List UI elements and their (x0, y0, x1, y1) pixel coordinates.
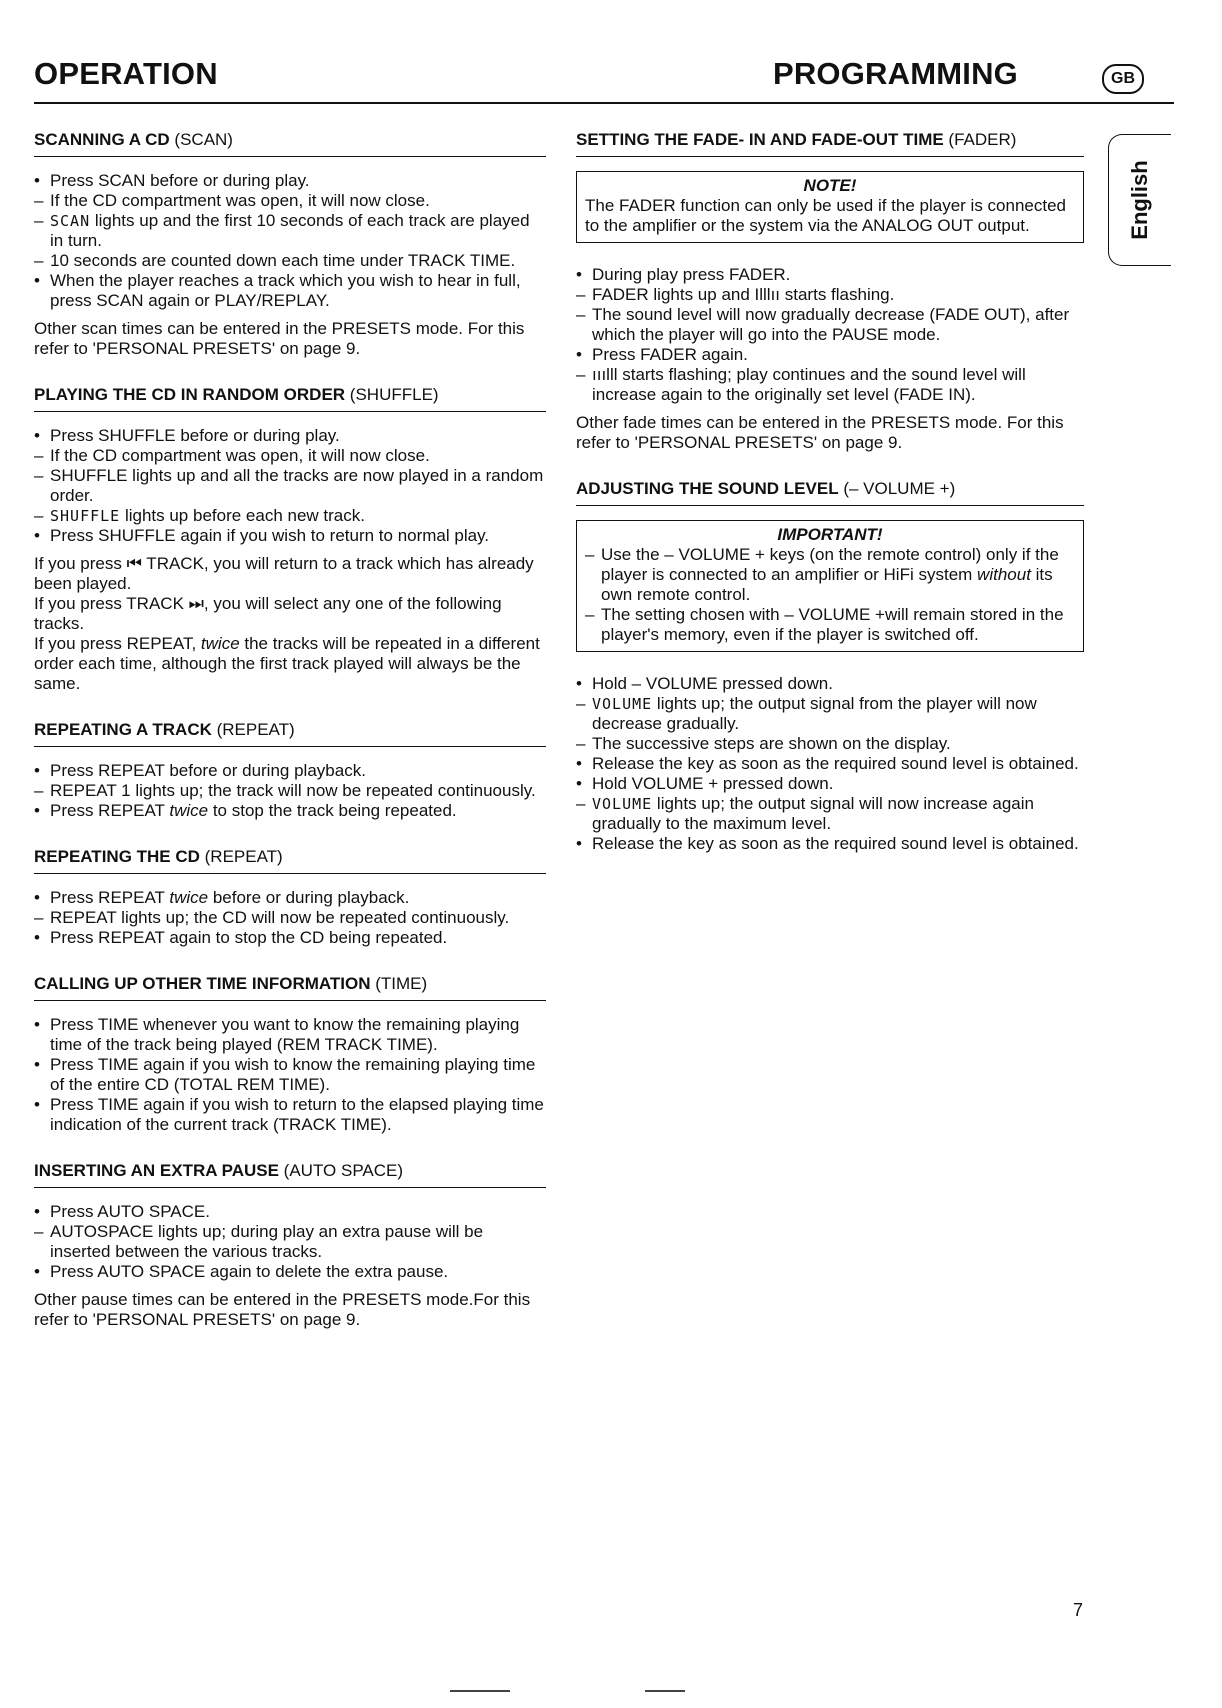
instruction-list (34, 1015, 546, 1135)
header-programming: PROGRAMMING (772, 56, 1018, 91)
section-scan (34, 130, 546, 359)
list-item: – VOLUME lights up; the output signal from the player will now decrease gradually. (576, 694, 1037, 733)
section-auto-space (34, 1161, 546, 1330)
instruction-list (576, 674, 1084, 854)
list-item: • Hold VOLUME + pressed down. (576, 774, 834, 793)
section-title: PLAYING THE CD IN RANDOM ORDER (SHUFFLE) (34, 385, 546, 412)
section-shuffle (34, 385, 546, 694)
list-item: • Press REPEAT again to stop the CD being repeated. (34, 928, 448, 947)
list-item: • Press REPEAT twice before or during playback. (34, 888, 410, 907)
list-item: – The sound level will now gradually decrease (FADE OUT), after which the player will go into the PAUSE mode. (576, 305, 1070, 344)
list-item: – AUTOSPACE lights up; during play an extra pause will be inserted between the various tracks. (34, 1222, 484, 1261)
header-rule (34, 102, 1174, 104)
list-item: – If the CD compartment was open, it will now close. (34, 446, 430, 465)
right-column (576, 130, 1084, 880)
section-fader (576, 130, 1084, 453)
list-item: • Press FADER again. (576, 345, 748, 364)
list-item: • Release the key as soon as the required sound level is obtained. (576, 754, 1079, 773)
list-item: • Press TIME again if you wish to return to the elapsed playing time indication of the current track (TRACK TIME). (34, 1095, 544, 1134)
list-item: • Press AUTO SPACE again to delete the extra pause. (34, 1262, 449, 1281)
lcd-text: SCAN (50, 212, 91, 230)
list-item: – The successive steps are shown on the display. (576, 734, 951, 753)
list-item: • Hold – VOLUME pressed down. (576, 674, 833, 693)
list-item: • Press SHUFFLE before or during play. (34, 426, 340, 445)
list-item: • Press TIME again if you wish to know the remaining playing time of the entire CD (TOTAL REM TIME). (34, 1055, 536, 1094)
list-item: – REPEAT lights up; the CD will now be repeated continuously. (34, 908, 510, 927)
list-item: – REPEAT 1 lights up; the track will now be repeated continuously. (34, 781, 536, 800)
list-item: • Press SCAN before or during play. (34, 171, 310, 190)
list-item: • During play press FADER. (576, 265, 791, 284)
list-item: – The setting chosen with – VOLUME +will remain stored in the player's memory, even if the player is switched off. (585, 605, 1064, 644)
section-title: REPEATING THE CD (REPEAT) (34, 847, 546, 874)
list-item: • Press AUTO SPACE. (34, 1202, 210, 1221)
list-item: – VOLUME lights up; the output signal will now increase again gradually to the maximum level. (576, 794, 1034, 833)
section-repeat-cd (34, 847, 546, 948)
gb-language-badge: GB (1102, 64, 1144, 94)
important-list (585, 545, 1075, 645)
section-title: CALLING UP OTHER TIME INFORMATION (TIME) (34, 974, 546, 1001)
list-item: • Press TIME whenever you want to know the remaining playing time of the track being played (REM TRACK TIME). (34, 1015, 520, 1054)
left-column (34, 130, 546, 1356)
section-title: ADJUSTING THE SOUND LEVEL (– VOLUME +) (576, 479, 1084, 506)
scan-artifact (645, 1690, 685, 1692)
paragraph: Other fade times can be entered in the PRESETS mode. For this refer to 'PERSONAL PRESETS' on page 9. (576, 413, 1064, 452)
page-number: 7 (1073, 1600, 1084, 1620)
note-box (576, 171, 1084, 243)
list-item: – SHUFFLE lights up and all the tracks are now played in a random order. (34, 466, 544, 505)
list-item: – ııılll starts flashing; play continues and the sound level will increase again to the originally set level (FADE IN). (576, 365, 1026, 404)
list-item: – SCAN lights up and the first 10 seconds of each track are played in turn. (34, 211, 530, 250)
instruction-list (34, 171, 546, 311)
list-item: – Use the – VOLUME + keys (on the remote control) only if the player is connected to an amplifier or HiFi system without its own remote control. (585, 545, 1059, 604)
lcd-text: VOLUME (592, 695, 653, 713)
section-title: SETTING THE FADE- IN AND FADE-OUT TIME (FADER) (576, 130, 1084, 157)
instruction-list (34, 1202, 546, 1282)
list-item: • Press REPEAT before or during playback. (34, 761, 366, 780)
list-item: – FADER lights up and Illlıı starts flashing. (576, 285, 895, 304)
header-operation: OPERATION (34, 56, 218, 91)
instruction-list (34, 761, 546, 821)
paragraph: If you press ⏮ TRACK, you will return to a track which has already been played. If you press TRACK ⏭, you will select any one of the following tracks. If you press REPEAT, twice the tracks will be repeated in a different order each time, although the first track played will always be the same. (34, 554, 540, 693)
instruction-list (34, 888, 546, 948)
list-item: • Press REPEAT twice to stop the track being repeated. (34, 801, 457, 820)
section-repeat-track (34, 720, 546, 821)
list-item: – SHUFFLE lights up before each new track. (34, 506, 365, 525)
language-side-tab-label: English (1127, 160, 1152, 240)
instruction-list (34, 426, 546, 546)
important-title: IMPORTANT! (777, 525, 883, 544)
section-title: SCANNING A CD (SCAN) (34, 130, 546, 157)
section-time (34, 974, 546, 1135)
paragraph: Other scan times can be entered in the PRESETS mode. For this refer to 'PERSONAL PRESETS' on page 9. (34, 319, 525, 358)
lcd-text: SHUFFLE (50, 507, 121, 525)
scan-artifact (450, 1690, 510, 1692)
note-text: The FADER function can only be used if the player is connected to the amplifier or the system via the ANALOG OUT output. (585, 196, 1066, 235)
list-item: – If the CD compartment was open, it will now close. (34, 191, 430, 210)
important-box (576, 520, 1084, 652)
note-title: NOTE! (803, 176, 857, 195)
instruction-list (576, 265, 1084, 405)
list-item: • Press SHUFFLE again if you wish to return to normal play. (34, 526, 490, 545)
lcd-text: VOLUME (592, 795, 653, 813)
list-item: – 10 seconds are counted down each time under TRACK TIME. (34, 251, 516, 270)
list-item: • When the player reaches a track which you wish to hear in full, press SCAN again or PLAY/REPLAY. (34, 271, 521, 310)
list-item: • Release the key as soon as the required sound level is obtained. (576, 834, 1079, 853)
section-title: INSERTING AN EXTRA PAUSE (AUTO SPACE) (34, 1161, 546, 1188)
section-volume (576, 479, 1084, 854)
paragraph: Other pause times can be entered in the PRESETS mode.For this refer to 'PERSONAL PRESETS' on page 9. (34, 1290, 531, 1329)
section-title: REPEATING A TRACK (REPEAT) (34, 720, 546, 747)
language-side-tab (1108, 134, 1171, 266)
